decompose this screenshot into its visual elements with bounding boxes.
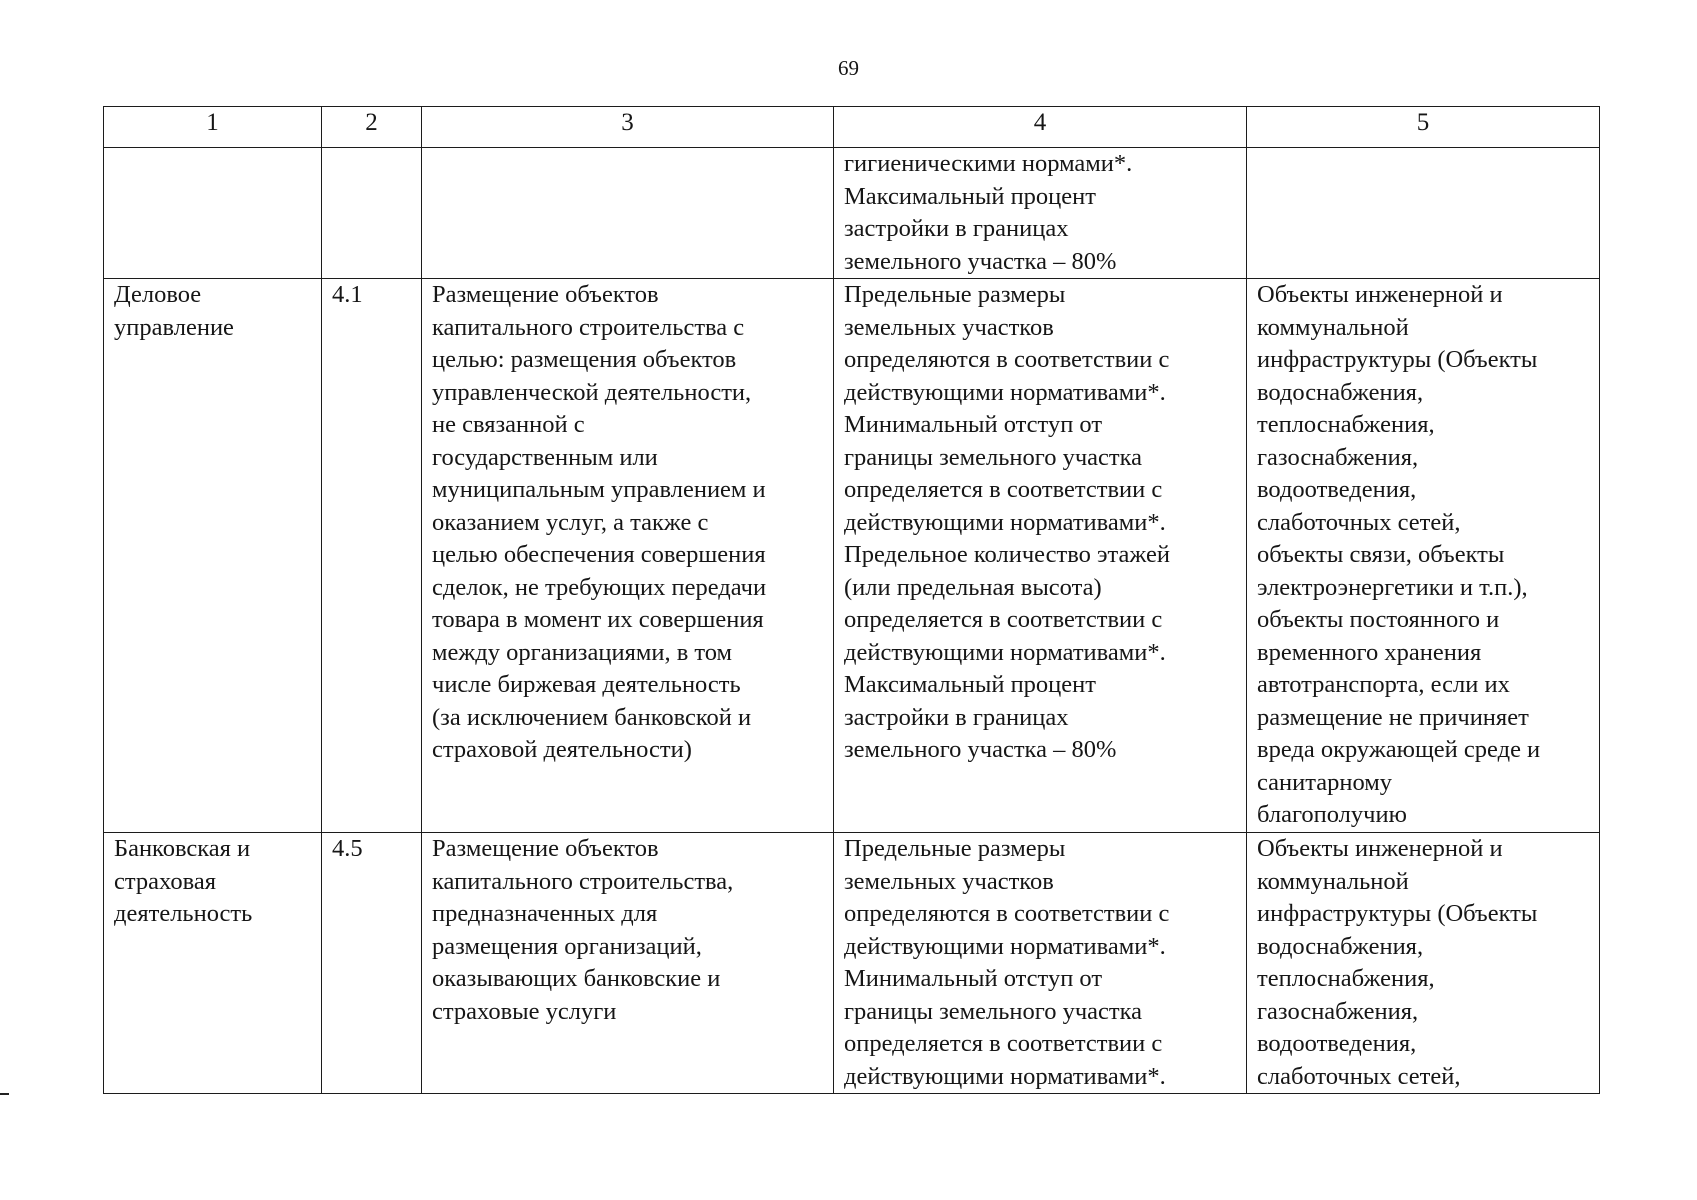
auxiliary-uses: Объекты инженерной и коммунальной инфраструктуры (Объекты водоснабжения, теплоснабжения, газоснабжения, водоотведения, слаботочных сетей, объекты связи, объекты электроэнергетики и т.п.), объекты постоянного и временного хранения автотранспорта, если их размещение не причиняет вреда окружающей среде и санитарному благополучию <box>1247 279 1600 833</box>
use-type-code <box>322 148 422 279</box>
table-row-business-management <box>104 279 1600 833</box>
column-header-3: 3 <box>422 107 834 148</box>
margin-mark <box>0 1093 9 1095</box>
use-type-description <box>422 148 834 279</box>
use-type-name: Банковская и страховая деятельность <box>104 833 322 1094</box>
column-header-4: 4 <box>834 107 1247 148</box>
use-type-description: Размещение объектов капитального строительства, предназначенных для размещения организаций, оказывающих банковские и страховые услуги <box>422 833 834 1094</box>
auxiliary-uses: Объекты инженерной и коммунальной инфраструктуры (Объекты водоснабжения, теплоснабжения, газоснабжения, водоотведения, слаботочных сетей, <box>1247 833 1600 1094</box>
use-type-code: 4.1 <box>322 279 422 833</box>
table-row-banking-insurance <box>104 833 1600 1094</box>
column-header-1: 1 <box>104 107 322 148</box>
land-use-table <box>103 106 1600 1094</box>
table-row-continuation <box>104 148 1600 279</box>
building-parameters: Предельные размеры земельных участков определяются в соответствии с действующими нормативами*. Минимальный отступ от границы земельного участка определяется в соответствии с действующими нормативами*. <box>834 833 1247 1094</box>
column-header-2: 2 <box>322 107 422 148</box>
table-header-row <box>104 107 1600 148</box>
use-type-name: Деловое управление <box>104 279 322 833</box>
page-number: 69 <box>838 56 859 80</box>
use-type-code: 4.5 <box>322 833 422 1094</box>
use-type-name <box>104 148 322 279</box>
column-header-5: 5 <box>1247 107 1600 148</box>
building-parameters: гигиеническими нормами*. Максимальный процент застройки в границах земельного участка – 80% <box>834 148 1247 279</box>
use-type-description: Размещение объектов капитального строительства с целью: размещения объектов управленческой деятельности, не связанной с государственным или муниципальным управлением и оказанием услуг, а также с целью обеспечения совершения сделок, не требующих передачи товара в момент их совершения между организациями, в том числе биржевая деятельность (за исключением банковской и страховой деятельности) <box>422 279 834 833</box>
building-parameters: Предельные размеры земельных участков определяются в соответствии с действующими нормативами*. Минимальный отступ от границы земельного участка определяется в соответствии с действующими нормативами*. Предельное количество этажей (или предельная высота) определяется в соответствии с действующими нормативами*. Максимальный процент застройки в границах земельного участка – 80% <box>834 279 1247 833</box>
auxiliary-uses <box>1247 148 1600 279</box>
